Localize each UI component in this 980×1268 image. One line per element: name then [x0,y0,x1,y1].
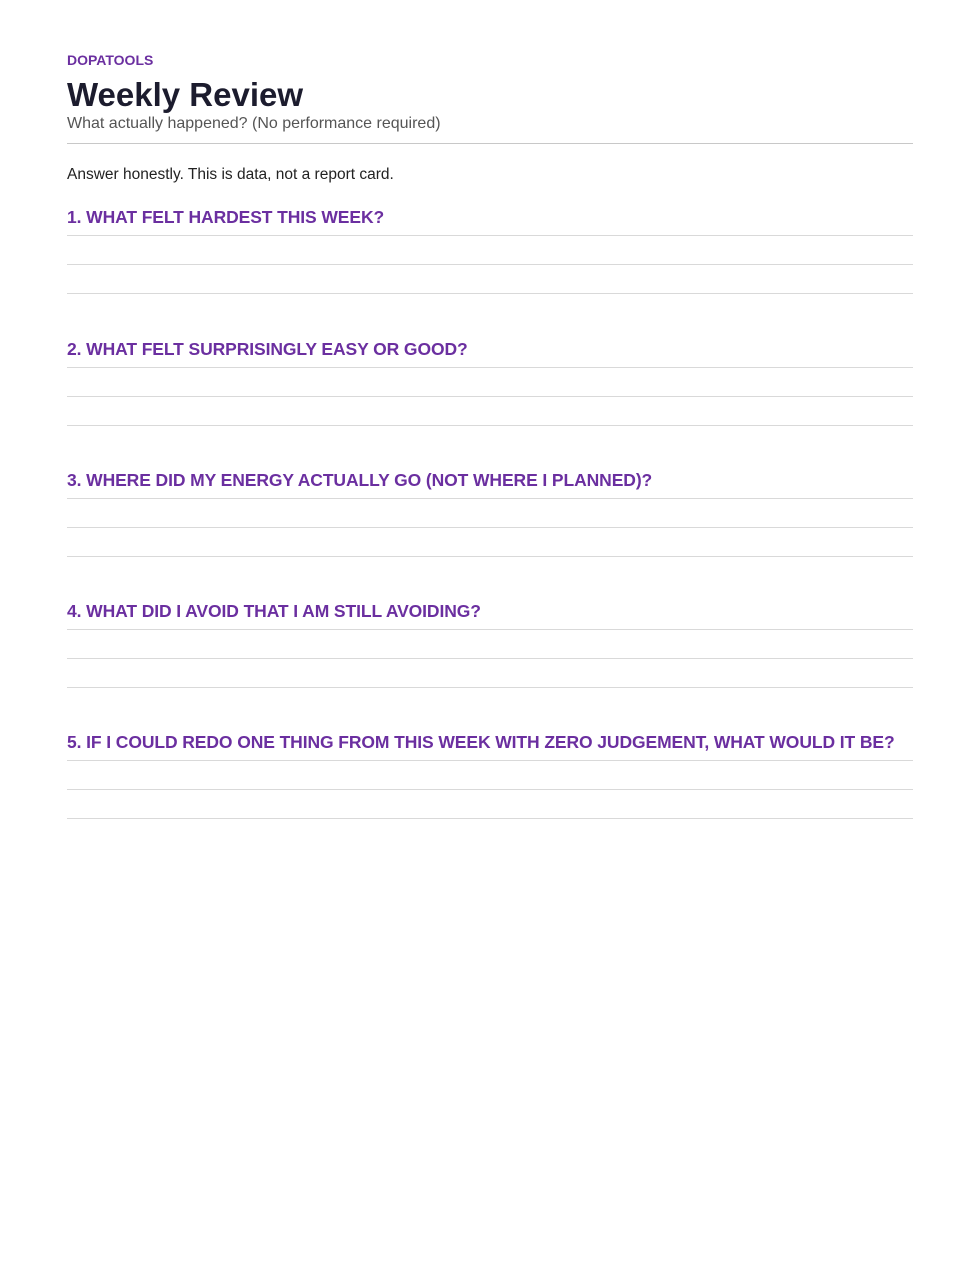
question-label: 3. WHERE DID MY ENERGY ACTUALLY GO (NOT WHERE I PLANNED)? [67,470,653,490]
answer-line[interactable] [67,760,913,761]
answer-line[interactable] [67,235,913,236]
answer-line[interactable] [67,498,913,499]
answer-line[interactable] [67,658,913,659]
answer-line[interactable] [67,629,913,630]
brand-label: DOPATOOLS [67,52,154,68]
question-label: 5. IF I COULD REDO ONE THING FROM THIS WEEK WITH ZERO JUDGEMENT, WHAT WOULD IT BE? [67,732,895,752]
header-divider [67,143,913,144]
answer-line[interactable] [67,556,913,557]
answer-line[interactable] [67,264,913,265]
answer-line[interactable] [67,396,913,397]
page-subtitle: What actually happened? (No performance required) [67,115,441,132]
page-title: Weekly Review [67,76,304,113]
question-label: 4. WHAT DID I AVOID THAT I AM STILL AVOIDING? [67,601,481,621]
answer-line[interactable] [67,527,913,528]
answer-line[interactable] [67,293,913,294]
answer-line[interactable] [67,789,913,790]
question-label: 1. WHAT FELT HARDEST THIS WEEK? [67,207,385,227]
question-label: 2. WHAT FELT SURPRISINGLY EASY OR GOOD? [67,339,468,359]
answer-line[interactable] [67,818,913,819]
answer-line[interactable] [67,687,913,688]
answer-line[interactable] [67,425,913,426]
answer-line[interactable] [67,367,913,368]
intro-text: Answer honestly. This is data, not a report card. [67,166,394,183]
